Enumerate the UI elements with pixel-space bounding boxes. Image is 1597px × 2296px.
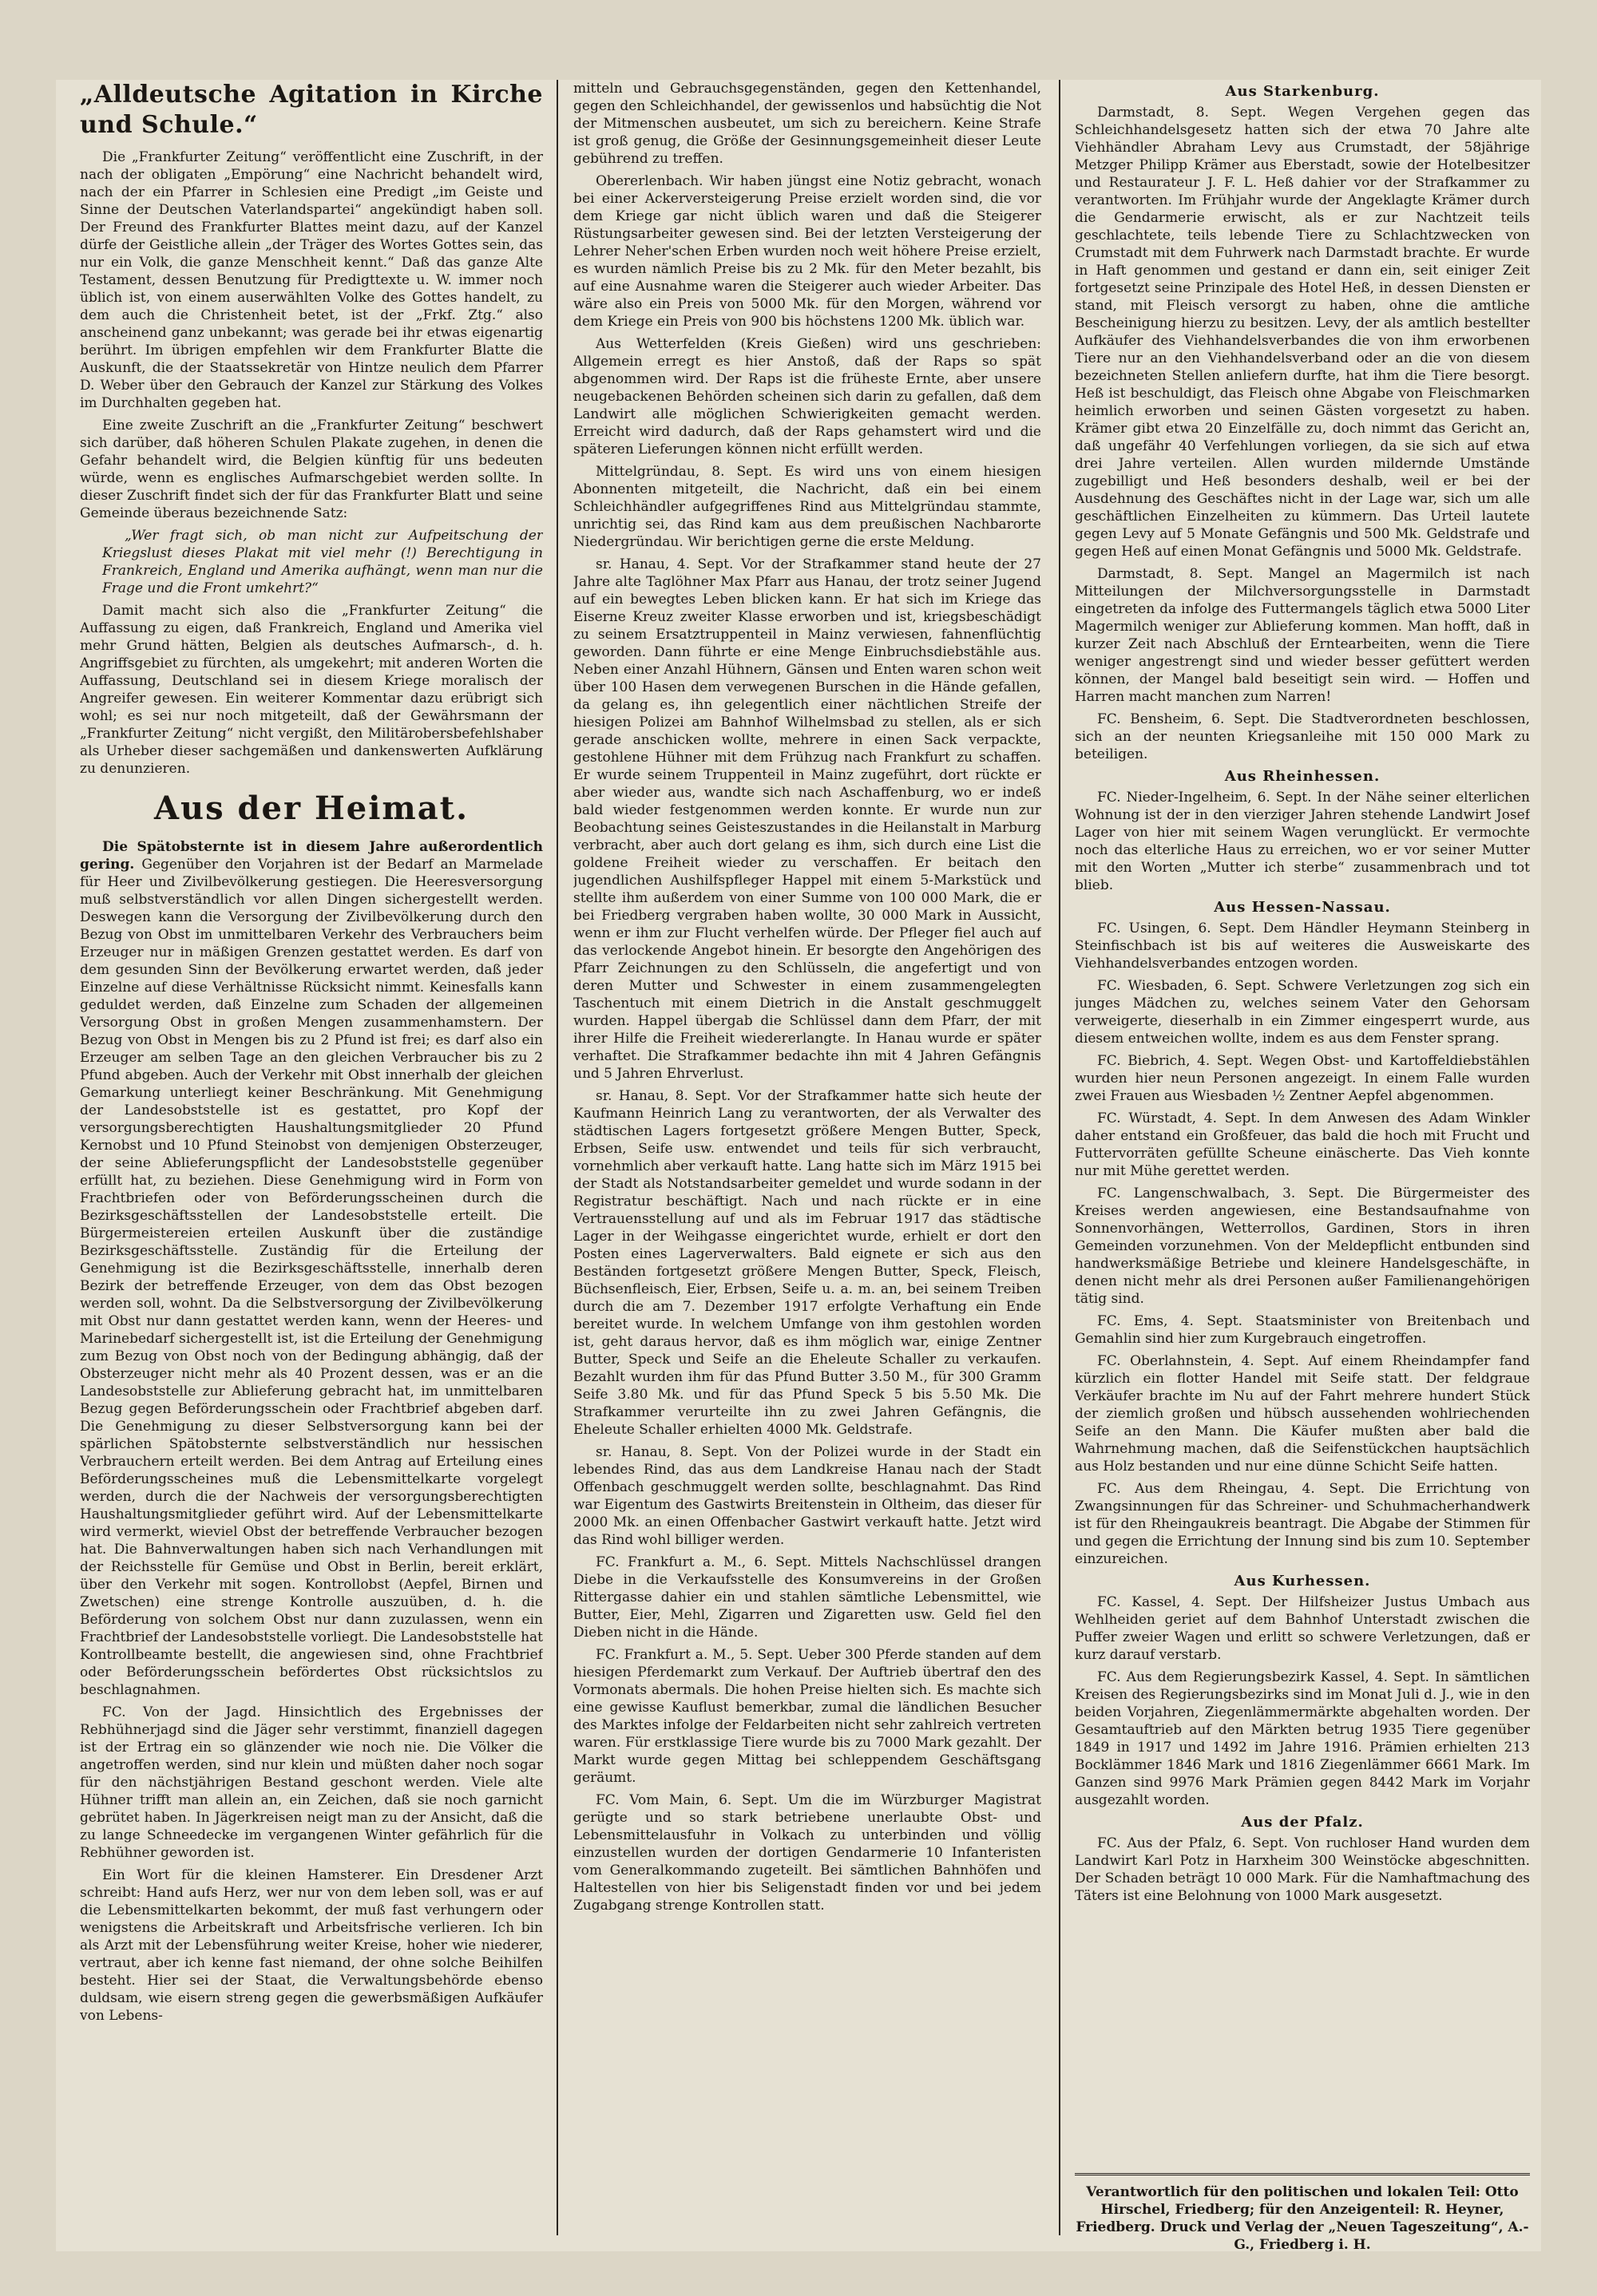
region-heading: Aus der Pfalz.	[1241, 1814, 1364, 1831]
paragraph: sr. Hanau, 8. Sept. Vor der Strafkammer hatte sich heute der Kaufmann Heinrich Lang zu verantworten, der als Verwalter des städtischen Lagers fortgesetzt größere Mengen Butter, Speck, Erbsen, Seife usw. entwendet und teils für sich verbraucht, vornehmlich aber verkauft hatte. Lang hatte sich im März 1915 bei der Stadt als Notstandsarbeiter gemeldet und wurde sodann in der Registratur beschäftigt. Nach und nach rückte er in eine Vertrauensstellung auf und als im Februar 1917 das städtische Lager in der Weihgasse eingerichtet wurde, erhielt er dort den Posten eines Lagerverwalters. Bald eignete er sich aus den Beständen fortgesetzt größere Mengen Butter, Speck, Fleisch, Büchsenfleisch, Eier, Erbsen, Seife u. a. m. an, bei seinem Treiben durch die am 7. Dezember 1917 erfolgte Verhaftung ein Ende bereitet wurde. In welchem Umfange von ihm gestohlen worden ist, geht daraus hervor, daß es ihm möglich war, einige Zentner Butter, Speck und Seife an die Eheleute Schaller zu verkaufen. Bezahlt wurden ihm für das Pfund Butter 3.50 M., für 300 Gramm Seife 3.80 Mk. und für das Pfund Speck 5 bis 5.50 Mk. Die Strafkammer verurteilte ihn zu zwei Jahren Gefängnis, die Eheleute Schaller erhielten 4000 Mk. Geldstrafe.	[573, 1088, 1041, 1438]
paragraph: FC. Oberlahnstein, 4. Sept. Auf einem Rheindampfer fand kürzlich ein flotter Handel mit Seife statt. Der feldgraue Verkäufer brachte im Nu auf der Fahrt mehrere hundert Stück der ziemlich großen und hübsch aussehenden wohlriechenden Seife an den Mann. Die Käufer mußten aber bald die Wahrnehmung machen, daß die Seifenstückchen hauptsächlich aus Holz bestanden und nur eine dünne Schicht Seife hatten.	[1075, 1353, 1530, 1475]
paragraph: FC. Aus der Pfalz, 6. Sept. Von ruchloser Hand wurden dem Landwirt Karl Potz in Harxheim 300 Weinstöcke abgeschnitten. Der Schaden beträgt 10 000 Mark. Für die Namhaftmachung des Täters ist eine Belohnung von 1000 Mark ausgesetzt.	[1075, 1835, 1530, 1904]
paragraph: FC. Biebrich, 4. Sept. Wegen Obst- und Kartoffeldiebstählen wurden hier neun Personen angezeigt. In einem Falle wurden zwei Frauen aus Wiesbaden ½ Zentner Aepfel abgenommen.	[1075, 1053, 1530, 1104]
paragraph: FC. Von der Jagd. Hinsichtlich des Ergebnisses der Rebhühnerjagd sind die Jäger sehr verstimmt, finanziell dagegen ist der Ertrag ein so glänzender wie noch nie. Die Völker die angetroffen werden, sind nur klein und müßten daher noch sogar für den nächstjährigen Bestand geschont werden. Viele alte Hühner trifft man allein an, ein Zeichen, daß sie noch garnicht gebrütet haben. In Jägerkreisen neigt man zu der Ansicht, daß die zu lange Schneedecke im vergangenen Winter gefährlich für die Rebhühner geworden ist.	[80, 1704, 543, 1861]
paragraph: FC. Vom Main, 6. Sept. Um die im Würzburger Magistrat gerügte und so stark betriebene unerlaubte Obst- und Lebensmittelausfuhr in Volkach zu unterbinden und völlig einzustellen wurden der dortigen Gendarmerie 10 Infanteristen vom Generalkommando zugeteilt. Bei sämtlichen Bahnhöfen und Haltestellen von hier bis Seligenstadt finden vor und bei jedem Zugabgang strenge Kontrollen statt.	[573, 1792, 1041, 1914]
column-rule	[1059, 80, 1060, 2235]
paragraph: FC. Würstadt, 4. Sept. In dem Anwesen des Adam Winkler daher entstand ein Großfeuer, das bald die hoch mit Frucht und Futtervorräten gefüllte Scheune einäscherte. Das Vieh konnte nur mit Mühe gerettet werden.	[1075, 1110, 1530, 1179]
paragraph: FC. Langenschwalbach, 3. Sept. Die Bürgermeister des Kreises werden angewiesen, eine Bestandsaufnahme von Sonnenvorhängen, Wetterrollos, Gardinen, Stors in ihren Gemeinden vorzunehmen. Von der Meldepflicht entbunden sind handwerksmäßige Betriebe und kleinere Handelsgeschäfte, in denen nicht mehr als drei Personen außer Familienangehörigen tätig sind.	[1075, 1186, 1530, 1307]
region-heading: Aus Starkenburg.	[1225, 83, 1380, 100]
section-headline: Aus der Heimat.	[153, 790, 470, 827]
paragraph: Obererlenbach. Wir haben jüngst eine Notiz gebracht, wonach bei einer Ackerversteigerung Preise erzielt worden sind, die vor dem Kriege gar nicht üblich waren und daß die Steigerer Rüstungsarbeiter gewesen sind. Bei der letzten Versteigerung der Lehrer Neher'schen Erben wurden noch weit höhere Preise erzielt, es wurden nämlich Preise bis zu 2 Mk. für den Meter bezahlt, bis auf eine Ausnahme waren die Steigerer auch wieder Arbeiter. Das wäre also ein Preis von 5000 Mk. für den Morgen, während vor dem Kriege ein Preis von 900 bis höchstens 1200 Mk. üblich war.	[573, 173, 1041, 330]
column-left	[80, 80, 543, 2227]
article-headline: „Alldeutsche Agitation in Kirche und Schule.“	[80, 81, 543, 139]
paragraph: Die „Frankfurter Zeitung“ veröffentlicht eine Zuschrift, in der nach der obligaten „Empörung“ eine Nachricht behandelt wird, nach der ein Pfarrer in Schlesien eine Predigt „im Geiste und Sinne der Deutschen Vaterlandspartei“ angekündigt haben soll. Der Freund des Frankfurter Blattes meint dazu, auf der Kanzel dürfe der Geistliche allein „der Träger des Wortes Gottes sein, das nur ein Volk, die ganze Menschheit kennt.“ Daß das ganze Alte Testament, dessen Benutzung für Predigttexte u. W. immer noch üblich ist, von einem auserwählten Volke des Gottes handelt, zu dem auch die Christenheit betet, ist der „Frkf. Ztg.“ also anscheinend ganz unbekannt; was gerade bei ihr etwas eigenartig berührt. Im übrigen empfehlen wir dem Frankfurter Blatte die Auskunft, die der Staatssekretär von Hintze neulich dem Pfarrer D. Weber über den Gebrauch der Kanzel zur Stärkung des Volkes im Durchhalten gegeben hat.	[80, 149, 543, 411]
paragraph-body: Gegenüber den Vorjahren ist der Bedarf an Marmelade für Heer und Zivilbevölkerung gestiegen. Die Heeresversorgung muß selbstverständlich vor allen Dingen sichergestellt werden. Deswegen kann die Versorgung der Zivilbevölkerung durch den Bezug von Obst im unmittelbaren Verkehr des Verbrauchers beim Erzeuger nur in mäßigen Grenzen gestattet werden. Es darf von dem gesunden Sinn der Bevölkerung erwartet werden, daß jeder Einzelne auf diese Verhältnisse Rücksicht nimmt. Keinesfalls kann geduldet werden, daß Einzelne zum Schaden der allgemeinen Versorgung Obst in großen Mengen zusammenhamstern. Der Bezug von Obst in Mengen bis zu 2 Pfund ist frei; es darf also ein Erzeuger am selben Tage an den gleichen Verbraucher bis zu 2 Pfund abgeben. Auch der Verkehr mit Obst innerhalb der gleichen Gemarkung unterliegt keiner Beschränkung. Mit Genehmigung der Landesobststelle ist es gestattet, pro Kopf der versorgungsberechtigten Haushaltungsmitglieder 20 Pfund Kernobst und 10 Pfund Steinobst von demjenigen Obsterzeuger, der seine Ablieferungspflicht der Landesobststelle gegenüber erfüllt hat, zu beziehen. Diese Genehmigung wird in Form von Frachtbriefen oder von Beförderungsscheinen durch die Bezirksgeschäftsstellen der Landesobststelle erteilt. Die Bürgermeistereien erteilen Auskunft über die zuständige Bezirksgeschäftsstelle. Zuständig für die Erteilung der Genehmigung ist die Bezirksgeschäftsstelle, innerhalb deren Bezirk der betreffende Erzeuger, von dem das Obst bezogen werden soll, wohnt. Da die Selbstversorgung der Zivilbevölkerung mit Obst nur dann gestattet werden kann, wenn der Heeres- und Marinebedarf sichergestellt ist, ist die Erteilung der Genehmigung zum Bezug von Obst noch von der Bedingung abhängig, daß der Obsterzeuger nicht mehr als 40 Prozent dessen, was er an die Landesobststelle zur Ablieferung gebracht hat, im unmittelbaren Bezug gegen Beförderungsschein oder Frachtbrief abgeben darf. Die Genehmigung zu dieser Selbstversorgung kann bei der spärlichen Spätobsternte selbstverständlich nur hessischen Verbrauchern erteilt werden. Bei dem Antrag auf Erteilung eines Beförderungsscheines muß die Lebensmittelkarte vorgelegt werden, durch die der Nachweis der versorgungsberechtigten Haushaltungsmitglieder geführt wird. Auf der Lebensmittelkarte wird vermerkt, wieviel Obst der betreffende Verbraucher bezogen hat. Die Bahnverwaltungen haben sich nach Verhandlungen mit der Reichsstelle für Gemüse und Obst in Berlin, bereit erklärt, über den Verkehr mit sogen. Kontrollobst (Aepfel, Birnen und Zwetschen) eine strenge Kontrolle auszuüben, d. h. die Beförderung von solchem Obst nur dann zuzulassen, wenn ein Frachtbrief der Landesobststelle vorliegt. Die Landesobststelle hat Kontrollbeamte bestellt, die angewiesen sind, ohne Frachtbrief oder Beförderungsschein befördertes Obst rücksichtslos zu beschlagnahmen.	[80, 857, 543, 1698]
paragraph: Aus Wetterfelden (Kreis Gießen) wird uns geschrieben: Allgemein erregt es hier Anstoß, daß der Raps so spät abgenommen wird. Der Raps ist die früheste Ernte, aber unsere neugebackenen Behörden scheinen sich darin zu gefallen, daß dem Landwirt alle möglichen Schwierigkeiten gemacht werden. Erreicht wird dadurch, daß der Raps gehamstert wird und die späteren Lieferungen können nicht erfüllt werden.	[573, 336, 1041, 457]
region-heading: Aus Rheinhessen.	[1224, 768, 1381, 785]
paragraph: FC. Aus dem Regierungsbezirk Kassel, 4. Sept. In sämtlichen Kreisen des Regierungsbezirks sind im Monat Juli d. J., wie in den beiden Vorjahren, Ziegenlämmermärkte abgehalten worden. Der Gesamtauftrieb auf den Märkten betrug 1935 Tiere gegenüber 1849 in 1917 und 1492 im Jahre 1916. Prämien erhielten 213 Bocklämmer 1846 Mark und 1816 Ziegenlämmer 6661 Mark. Im Ganzen sind 9976 Mark Prämien gegen 8442 Mark im Vorjahr ausgezahlt worden.	[1075, 1669, 1530, 1808]
paragraph-lead: Die Spätobsternte ist in diesem Jahre außerordentlich gering.	[80, 839, 543, 873]
column-middle	[573, 80, 1041, 2124]
region-heading: Aus Hessen-Nassau.	[1214, 899, 1391, 916]
paragraph: FC. Nieder-Ingelheim, 6. Sept. In der Nähe seiner elterlichen Wohnung ist der in den vierziger Jahren stehende Landwirt Josef Lager von hier mit seinem Wagen verunglückt. Er vermochte noch das elterliche Haus zu erreichen, wo er vor seiner Mutter mit den Worten „Mutter ich sterbe“ zusammenbrach und tot blieb.	[1075, 790, 1530, 893]
paragraph: mitteln und Gebrauchsgegenständen, gegen den Kettenhandel, gegen den Schleichhandel, der gewissenlos und habsüchtig die Not der Mitmenschen ausbeutet, um sich zu bereichern. Keine Strafe ist groß genug, die Größe der Gesinnungsgemeinheit dieser Leute gebührend zu treffen.	[573, 81, 1041, 167]
paragraph: FC. Ems, 4. Sept. Staatsminister von Breitenbach und Gemahlin sind hier zum Kurgebrauch eingetroffen.	[1075, 1313, 1530, 1347]
paragraph: Damit macht sich also die „Frankfurter Zeitung“ die Auffassung zu eigen, daß Frankreich, England und Amerika viel mehr Grund hätten, Belgien als deutsches Aufmarsch-, d. h. Angriffsgebiet zu fürchten, als umgekehrt; mit anderen Worten die Auffassung, Deutschland sei in diesem Kriege moralisch der Angreifer gewesen. Ein weiterer Kommentar dazu erübrigt sich wohl; es sei nur noch mitgeteilt, daß der Gewährsmann der „Frankfurter Zeitung“ nicht vergißt, den Militärobersbefehlshaber als Urheber dieser sachgemäßen und dankenswerten Aufklärung zu denunzieren.	[80, 603, 543, 777]
paragraph: FC. Wiesbaden, 6. Sept. Schwere Verletzungen zog sich ein junges Mädchen zu, welches seinem Vater den Gehorsam verweigerte, dieserhalb in ein Zimmer eingesperrt wurde, aus diesem entweichen wollte, indem es aus dem Fenster sprang.	[1075, 978, 1530, 1047]
paragraph: sr. Hanau, 8. Sept. Von der Polizei wurde in der Stadt ein lebendes Rind, das aus dem Landkreise Hanau nach der Stadt Offenbach geschmuggelt werden sollte, beschlagnahmt. Das Rind war Eigentum des Gastwirts Breitenstein in Oltheim, das dieser für 2000 Mk. an einen Offenbacher Gastwirt verkauft hatte. Jetzt wird das Rind wohl billiger werden.	[573, 1444, 1041, 1548]
column-right	[1075, 80, 1530, 2155]
paragraph: FC. Bensheim, 6. Sept. Die Stadtverordneten beschlossen, sich an der neunten Kriegsanleihe mit 150 000 Mark zu beteiligen.	[1075, 711, 1530, 762]
imprint-box: Verantwortlich für den politischen und lokalen Teil: Otto Hirschel, Friedberg; für den Anzeigenteil: R. Heyner, Friedberg. Druck und Verlag der „Neuen Tageszeitung“, A.-G., Friedberg i. H.	[1075, 2173, 1530, 2254]
paragraph: Eine zweite Zuschrift an die „Frankfurter Zeitung“ beschwert sich darüber, daß höheren Schulen Plakate zugehen, in denen die Gefahr behandelt wird, die Belgien künftig für uns bedeuten würde, wenn es englisches Aufmarschgebiet werden sollte. In dieser Zuschrift findet sich der für das Frankfurter Blatt und seine Gemeinde überaus bezeichnende Satz:	[80, 418, 543, 521]
paragraph	[80, 838, 543, 1699]
paragraph: FC. Kassel, 4. Sept. Der Hilfsheizer Justus Umbach aus Wehlheiden geriet auf dem Bahnhof Unterstadt zwischen die Puffer zweier Wagen und erlitt so schwere Verletzungen, daß er kurz darauf verstarb.	[1075, 1594, 1530, 1663]
paragraph: Darmstadt, 8. Sept. Wegen Vergehen gegen das Schleichhandelsgesetz hatten sich der etwa 70 Jahre alte Viehhändler Abraham Levy aus Crumstadt, der 58jährige Metzger Philipp Krämer aus Eberstadt, sowie der Hotelbesitzer und Restaurateur J. F. L. Heß dahier vor der Strafkammer zu verantworten. Im Frühjahr wurde der Angeklagte Krämer durch die Gendarmerie erwischt, als er zur Nachtzeit teils geschlachtete, teils lebende Tiere zu Schlachtzwecken von Crumstadt mit dem Fuhrwerk nach Darmstadt brachte. Er wurde in Haft genommen und gestand er dann ein, seit einiger Zeit fortgesetzt seine Prinzipale des Hotel Heß, in dessen Diensten er stand, mit Fleisch versorgt zu haben, ohne die amtliche Bescheinigung hierzu zu besitzen. Levy, der als amtlich bestellter Aufkäufer des Viehhandelsverbandes die von ihm erworbenen Tiere nur an den Viehhandelsverband oder an die von diesem bezeichneten Stellen anliefern durfte, hat ihm die Tiere besorgt. Heß ist beschuldigt, das Fleisch ohne Abgabe von Fleischmarken heimlich erworben und seinen Gästen vorgesetzt zu haben. Krämer gibt etwa 20 Einzelfälle zu, doch nimmt das Gericht an, daß ungefähr 40 Verfehlungen vorliegen, da sie sich auf etwa drei Jahre verteilen. Allen wurden mildernde Umstände zugebilligt und Heß besonders deshalb, weil er bei der Ausdehnung des Geschäftes nicht in der Lage war, sich um alle geschäftlichen Einzelheiten zu kümmern. Das Urteil lautete gegen Levy auf 5 Monate Gefängnis und 500 Mk. Geldstrafe und gegen Heß auf einen Monat Gefängnis und 5000 Mk. Geldstrafe.	[1075, 105, 1530, 560]
paragraph: Darmstadt, 8. Sept. Mangel an Magermilch ist nach Mitteilungen der Milchversorgungsstelle in Darmstadt eingetreten da infolge des Futtermangels täglich etwa 5000 Liter Magermilch weniger zur Ablieferung kommen. Man hofft, daß in kurzer Zeit nach Abschluß der Erntearbeiten, wenn die Tiere weniger angestrengt sind und wieder besser gefüttert werden können, der Mangel bald beseitigt sein wird. — Hoffen und Harren macht manchen zum Narren!	[1075, 566, 1530, 705]
paragraph: FC. Aus dem Rheingau, 4. Sept. Die Errichtung von Zwangsinnungen für das Schreiner- und Schuhmacherhandwerk ist für den Rheingaukreis beantragt. Die Abgabe der Stimmen für und gegen die Errichtung der Innung sind bis zum 10. September einzureichen.	[1075, 1481, 1530, 1567]
paragraph: FC. Frankfurt a. M., 6. Sept. Mittels Nachschlüssel drangen Diebe in die Verkaufsstelle des Konsumvereins in der Großen Rittergasse dahier ein und stahlen sämtliche Lebensmittel, wie Butter, Eier, Mehl, Zigarren und Zigaretten usw. Geld fiel den Dieben nicht in die Hände.	[573, 1554, 1041, 1641]
paragraph: sr. Hanau, 4. Sept. Vor der Strafkammer stand heute der 27 Jahre alte Taglöhner Max Pfarr aus Hanau, der trotz seiner Jugend auf ein bewegtes Leben blicken kann. Er hat sich im Kriege das Eiserne Kreuz zweiter Klasse erworben und ist, kriegsbeschädigt zu seinem Ersatztruppenteil in Mainz verwiesen, fahnenflüchtig geworden. Dann führte er eine Menge Einbruchsdiebstähle aus. Neben einer Anzahl Hühnern, Gänsen und Enten waren schon weit über 100 Hasen dem verwegenen Burschen in die Hände gefallen, da gelang es, ihn gelegentlich einer nächtlichen Streife der hiesigen Polizei am Bahnhof Wilhelmsbad zu stellen, als er sich gerade anschicken wollte, mehrere in einen Sack verpackte, gestohlene Hühner mit dem Frühzug nach Frankfurt zu schaffen. Er wurde seinem Truppenteil in Mainz zugeführt, dort rückte er aber wieder aus, wandte sich nach Aschaffenburg, wo er indeß bald wieder festgenommen werden konnte. Er wurde nun zur Beobachtung seines Geisteszustandes in die Heilanstalt in Marburg verbracht, aber auch dort gelang es ihm, sich durch eine List die goldene Freiheit wieder zu verschaffen. Er beitach den jugendlichen Aushilfspfleger Happel mit einem 5-Markstück und stellte ihm außerdem von einer Summe von 100 000 Mark, die er bei Friedberg vergraben haben wollte, 30 000 Mark in Aussicht, wenn er ihm zur Flucht verhelfen würde. Der Pfleger fiel auch auf das verlockende Angebot hinein. Er besorgte den Angehörigen des Pfarr Zeichnungen zu den Schlüsseln, die angefertigt und von deren Mutter und Schwester in einem zusammengelegten Taschentuch mit einem Dietrich in die Anstalt geschmuggelt wurden. Happel übergab die Schlüssel dann dem Pfarr, der mit ihrer Hilfe die Freiheit wiedererlangte. In Hanau wurde er später verhaftet. Die Strafkammer bedachte ihn mit 4 Jahren Gefängnis und 5 Jahren Ehrverlust.	[573, 556, 1041, 1082]
paragraph: Ein Wort für die kleinen Hamsterer. Ein Dresdener Arzt schreibt: Hand aufs Herz, wer nur von dem leben soll, was er auf die Lebensmittelkarten bekommt, der muß fast verhungern oder wenigstens die Arbeitskraft und Arbeitsfrische verlieren. Ich bin als Arzt mit der Lebensführung weiter Kreise, hoher wie niederer, vertraut, aber ich kenne fast niemand, der ohne solche Beihilfen besteht. Hier sei der Staat, die Verwaltungsbehörde ebenso duldsam, wie eisern streng gegen die gewerbsmäßigen Aufkäufer von Lebens-	[80, 1867, 543, 2024]
paragraph: Mittelgründau, 8. Sept. Es wird uns von einem hiesigen Abonnenten mitgeteilt, die Nachricht, daß ein bei einem Schleichhändler aufgegriffenes Rind aus Mittelgründau stammte, unrichtig sei, das Rind kam aus dem preußischen Nachbarorte Niedergründau. Wir berichtigen gerne die erste Meldung.	[573, 464, 1041, 550]
newspaper-page	[56, 80, 1541, 2251]
paragraph: FC. Usingen, 6. Sept. Dem Händler Heymann Steinberg in Steinfischbach ist bis auf weiteres die Ausweiskarte des Viehhandelsverbandes entzogen worden.	[1075, 920, 1530, 972]
paragraph: FC. Frankfurt a. M., 5. Sept. Ueber 300 Pferde standen auf dem hiesigen Pferdemarkt zum Verkauf. Der Auftrieb übertraf den des Vormonats abermals. Die hohen Preise hielten sich. Es machte sich eine gewisse Kauflust bemerkbar, zumal die ländlichen Besucher des Marktes infolge der Feldarbeiten nicht sehr zahlreich vertreten waren. Für erstklassige Tiere wurde bis zu 7000 Mark gezahlt. Der Markt wurde gegen Mittag bei schleppendem Geschäftsgang geräumt.	[573, 1647, 1041, 1786]
column-rule	[557, 80, 558, 2235]
quotation: „Wer fragt sich, ob man nicht zur Aufpeitschung der Kriegslust dieses Plakat mit viel mehr (!) Berechtigung in Frankreich, England und Amerika aufhängt, wenn man nur die Frage und die Front umkehrt?“	[102, 528, 543, 596]
region-heading: Aus Kurhessen.	[1234, 1573, 1371, 1589]
